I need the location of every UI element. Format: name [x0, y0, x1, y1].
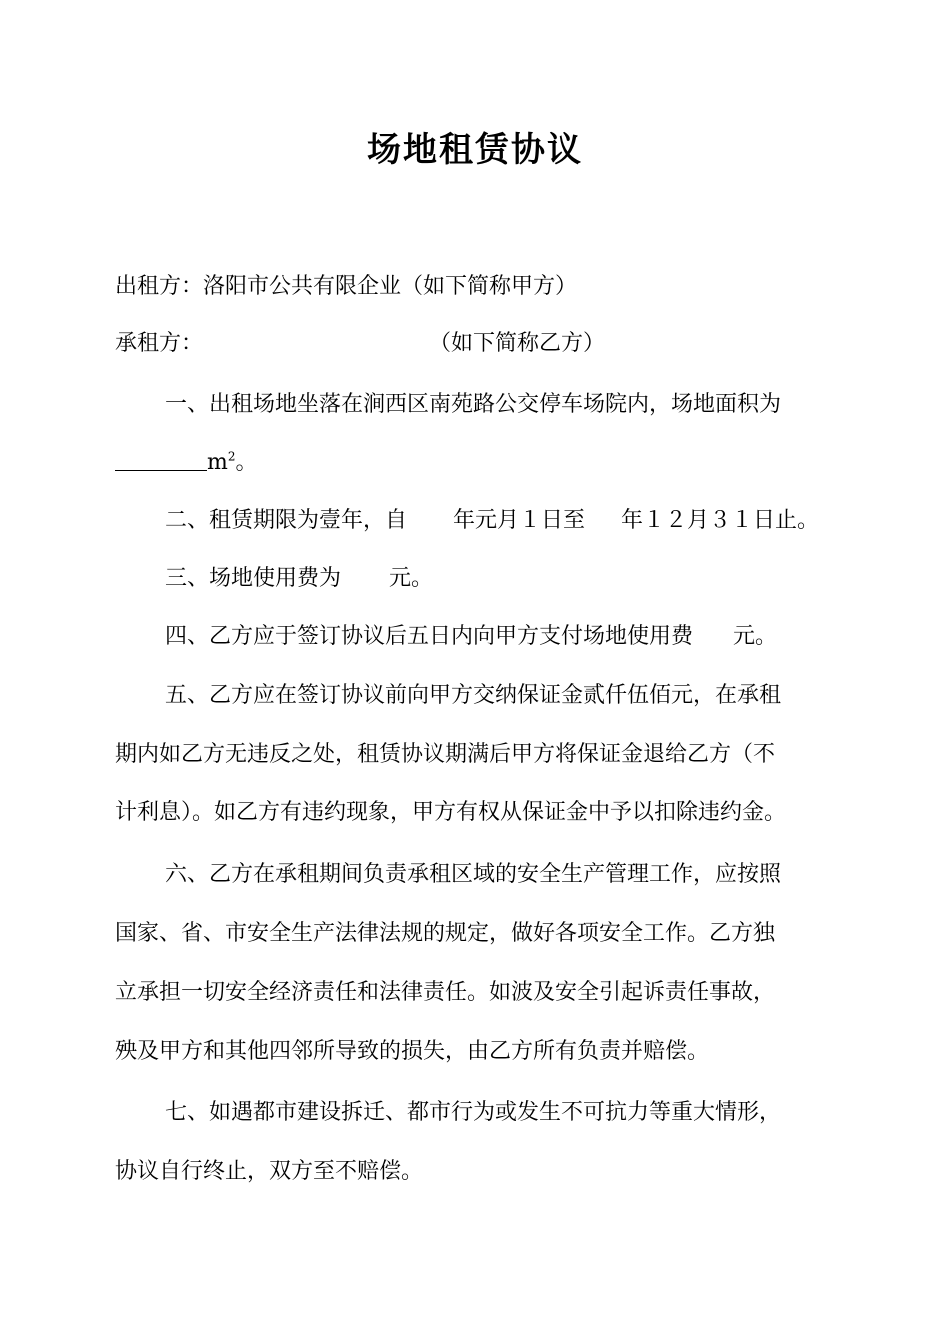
clause-5-line-1: 五、乙方应在签订协议前向甲方交纳保证金贰仟伍佰元，在承租 [165, 683, 782, 708]
clause-2-part-b: 年元月１日至 [453, 508, 586, 533]
clause-6-line-1: 六、乙方在承租期间负责承租区域的安全生产管理工作，应按照 [165, 862, 782, 887]
clause-5-line-2: 期内如乙方无违反之处，租赁协议期满后甲方将保证金退给乙方（不 [115, 742, 776, 767]
clause-4 [165, 621, 777, 653]
lessor-name: 洛阳市公共有限企业 [203, 274, 402, 299]
clause-3-part-b: 元。 [389, 566, 434, 591]
document-title: 场地租赁协议 [367, 130, 583, 170]
area-end: 。 [235, 450, 258, 475]
lessor-note: （如下简称甲方） [401, 274, 578, 299]
area-blank [115, 448, 207, 471]
clause-2-part-a: 二、租赁期限为壹年，自 [165, 508, 408, 533]
lessor-line [115, 271, 577, 303]
lessor-label: 出租方： [115, 274, 204, 299]
clause-2 [165, 505, 819, 537]
area-unit: m [207, 450, 228, 475]
clause-6-line-2: 国家、省、市安全生产法律法规的规定，做好各项安全工作。乙方独 [115, 921, 776, 946]
lessee-note: （如下简称乙方） [429, 331, 606, 356]
clause-3-part-a: 三、场地使用费为 [165, 566, 342, 591]
clause-1-line-1: 一、出租场地坐落在涧西区南苑路公交停车场院内，场地面积为 [165, 392, 782, 417]
clause-3 [165, 563, 433, 595]
lessee-label: 承租方： [115, 331, 204, 356]
clause-7-line-1: 七、如遇都市建设拆迁、都市行为或发生不可抗力等重大情形， [165, 1100, 782, 1125]
clause-5-line-3: 计利息）。如乙方有违约现象，甲方有权从保证金中予以扣除违约金。 [115, 800, 787, 825]
clause-6-line-3: 立承担一切安全经济责任和法律责任。如波及安全引起诉责任事故， [115, 980, 776, 1005]
clause-2-part-c: 年１２月３１日止。 [621, 508, 820, 533]
lessee-line [115, 328, 605, 360]
clause-4-part-b: 元。 [733, 624, 778, 649]
area-unit-superscript: 2 [227, 449, 236, 464]
clause-4-part-a: 四、乙方应于签订协议后五日内向甲方支付场地使用费 [165, 624, 694, 649]
clause-6-line-4: 殃及甲方和其他四邻所导致的损失，由乙方所有负责并赔偿。 [115, 1039, 710, 1064]
clause-1-line-2 [115, 447, 258, 479]
clause-7-line-2: 协议自行终止，双方至不赔偿。 [115, 1159, 424, 1184]
